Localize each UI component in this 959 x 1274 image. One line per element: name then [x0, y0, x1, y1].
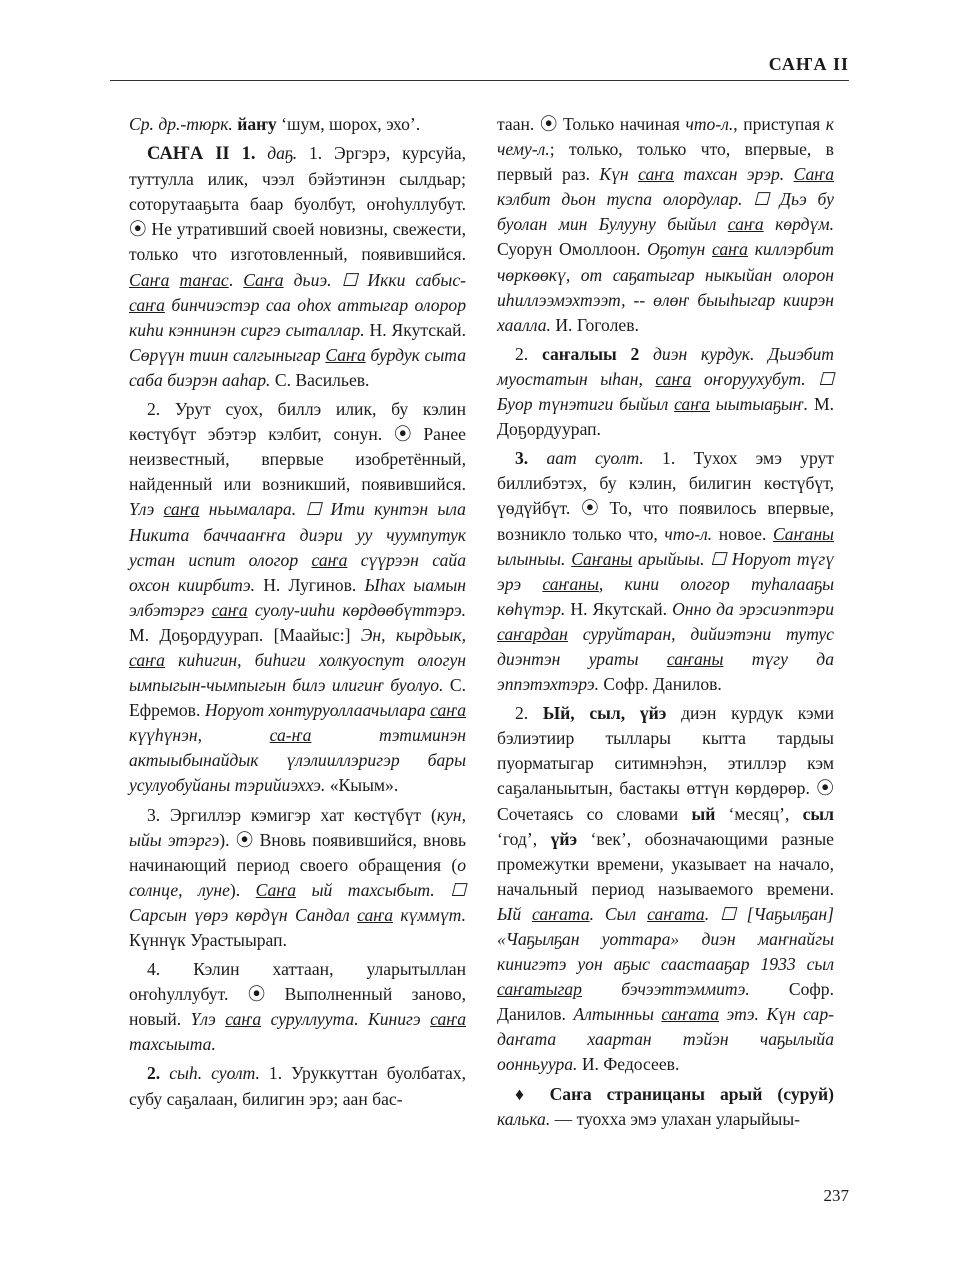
example-headword: саҥа	[674, 394, 710, 415]
example-text: сүүрээн сайа охсон киирбитэ.	[129, 549, 466, 595]
keyword: сыл	[802, 803, 834, 824]
example-headword: саҥата	[532, 903, 590, 924]
citation: Н. Якутскай.	[565, 598, 673, 619]
keyword: үйэ	[550, 828, 578, 849]
example-text: бурдук сыта саба биэрэн ааһар.	[129, 344, 466, 390]
header-rule	[110, 80, 849, 81]
example-headword: саҥатыгар	[497, 979, 582, 1000]
citation: С. Васильев.	[270, 369, 370, 390]
page-number: 237	[823, 1186, 849, 1205]
space	[256, 143, 268, 163]
example-text: бэчээттэммитэ.	[581, 979, 750, 1000]
noun-sense-2-paragraph	[497, 701, 834, 1077]
citation: Күннүк Урастыырап.	[129, 930, 287, 950]
example-headword: Саҥаны	[772, 523, 834, 544]
example-headword: саҥа	[163, 499, 200, 520]
right-column	[497, 112, 834, 1136]
citation: М. Доҕордуурап.	[497, 394, 834, 440]
idiom: ♦ Саҥа страницаны арый (суруй)	[515, 1083, 834, 1104]
example-headword: саҥа	[638, 164, 674, 185]
sense-number: 2.	[147, 1063, 161, 1084]
definition-text: — туохха эмэ улахан уларыйыы-	[550, 1108, 801, 1129]
example-text: Үлэ	[129, 499, 164, 520]
space	[528, 344, 542, 364]
usage-note: о солнце, луне	[129, 854, 466, 900]
definition-text: диэн курдук кэми бэлиэтиир тыллары кытта тардыы пуорматыгар ситимнэһэн, этиллэр кэм саҕаланыытын, бастакы өттүн көрдөрөр. ⦿ Сочетаясь со словами	[497, 703, 834, 824]
example-headword: Саҥа	[129, 269, 170, 290]
example-text: оҥоруухубут. ☐ Буор түнэтиги быйыл	[497, 368, 834, 415]
idiom-paragraph	[497, 1082, 834, 1132]
example-headword: саҥа	[357, 904, 394, 925]
example-text: диэн курдук. Дьиэбит муостатын ыһан,	[497, 343, 835, 389]
citation: Н. Якутскай.	[364, 319, 466, 340]
citation: «Кыым».	[325, 775, 399, 796]
left-column	[129, 112, 466, 1116]
example-text: . Сыл	[589, 903, 648, 924]
usage-note: что-л.	[685, 114, 734, 134]
example-headword: саҥа	[311, 549, 348, 570]
example-headword: Саҥа	[793, 164, 834, 185]
example-text: суруйтаран, дийиэтэни тутус диэнтэн ураты	[497, 623, 834, 669]
example-headword: Саҥа	[243, 269, 284, 290]
example-text: күммүт.	[393, 904, 466, 925]
sense-2-paragraph	[129, 397, 466, 799]
example-headword: саҥаны	[542, 573, 599, 594]
example-headword: саҥа	[712, 239, 748, 260]
citation: Софр. Данилов.	[497, 979, 835, 1025]
example-headword: саҥа	[727, 214, 764, 235]
example-headword: саҥа	[129, 649, 165, 670]
example-text: ыытыаҕыҥ.	[709, 394, 809, 415]
example-text: тахсыыта.	[129, 1034, 216, 1055]
sense-4-paragraph	[129, 957, 466, 1057]
sense-number: 3.	[515, 448, 529, 469]
definition-text: новое.	[712, 523, 773, 544]
example-headword: Саҥа	[325, 344, 366, 365]
example-text: күүһүнэн,	[129, 725, 270, 746]
example-text: бинчиэстэр саа оһох аттыгар олорор киһи кэннинэн сиргэ сыталлар.	[129, 294, 466, 340]
definition-text: 1. Уруккуттан буолбатах, субу саҕалаан, билигин эрэ; аан бас-	[129, 1063, 466, 1109]
example-text: Алтынньы	[573, 1004, 662, 1025]
pos-label: даҕ.	[267, 143, 298, 164]
example-text: ньымалара. ☐ Ити кунтэн ыла Никита баччааҥҥа диэри уу чуумпутук устан испит ологор	[129, 499, 466, 570]
example-headword: саҥардан	[497, 623, 568, 644]
running-header: САҤА II	[768, 54, 849, 74]
etymology-paragraph	[129, 112, 466, 137]
definition-text: ; только, только что, впервые, в первый раз.	[497, 139, 834, 185]
definition-text: , приступая	[733, 114, 826, 134]
definition-text: 2. Урут суох, биллэ илик, бу кэлин көстүбүт эбэтэр кэлбит, сонун. ⦿ Ранее неизвестный, впервые изобретённый, найденный или возникший, появившийся.	[129, 399, 466, 495]
example-text: Ый	[497, 903, 533, 924]
adverb-sense-continued	[497, 112, 834, 338]
punct: ).	[229, 879, 256, 900]
definition-text: ‘век’, обозначающими разные промежутки времени, указывает на начало, начальный период называемого времени.	[497, 828, 834, 899]
example-text: киллэрбит чөркөөкү, от саҕатыгар ныкыйан олорон иһиллээмэхтээт, -- өлөҥ быыһыгар киирэн хаалла.	[497, 239, 834, 335]
example-text: дьиэ. ☐ Икки сабыс-	[283, 269, 466, 290]
example-text: суруллуута. Кинигэ	[261, 1009, 431, 1030]
example-headword: саҥаны	[666, 648, 724, 669]
definition-text: ‘год’,	[497, 828, 551, 849]
space	[160, 1063, 169, 1083]
usage-note: кун, ыйы этэргэ	[129, 804, 466, 850]
sense-number: 2.	[515, 703, 543, 724]
citation: И. Гоголев.	[550, 314, 639, 335]
example-text: Ыһах ыамын элбэтэргэ	[129, 574, 466, 620]
example-text: Сөрүүн тиин салгыныгар	[129, 344, 326, 365]
definition-text: 3. Эргиллэр кэмигэр хат көстүбүт (	[147, 804, 437, 825]
etym-word: йаҥу	[237, 114, 277, 134]
sense-number: 2.	[515, 343, 529, 364]
definition-text: таан. ⦿ Только начиная	[497, 114, 686, 134]
punct: .	[228, 269, 244, 290]
noun-sense-paragraph	[497, 446, 834, 697]
citation: Н. Лугинов.	[255, 574, 365, 595]
definition-text: 4. Кэлин хаттаан, уларытыллан оҥоһуллубут. ⦿ Выполненный заново, новый.	[129, 959, 466, 1030]
example-text: суолу-ииһи көрдөөбүттэрэ.	[247, 599, 466, 620]
example-text: этэ. Күн сар-даҥата хаартан тэйэн чаҕылыйа оонньуура.	[497, 1004, 834, 1075]
example-text: Эн, кырдьык,	[360, 624, 466, 645]
example-text: тэтиминэн актыыбынайдык үлэлииллэригэр бары усулуобуйаны тэрийиэххэ.	[129, 725, 466, 796]
citation: М. Доҕордуурап. [Маайыс:]	[129, 624, 361, 645]
example-text: көрдүм.	[763, 214, 834, 235]
definition-text: ‘месяц’,	[715, 803, 803, 824]
citation: И. Федосеев.	[577, 1054, 680, 1075]
adverb-sense-2-paragraph	[497, 342, 834, 442]
example-word: таҥас	[179, 269, 229, 290]
example-text: киһигин, биһиги холкуоспут ологун ымпыгын-чымпыгын билэ илигиҥ буолуо.	[129, 649, 466, 696]
example-text: . ☐ [Чаҕылҕан] «Чаҕылҕан уоттара» диэн маҥнайгы кинигэтэ уон аҕыс саастааҕар 1933 сыл	[497, 903, 834, 975]
sense-1-paragraph	[129, 141, 466, 393]
example-text: Норуот хонтуруоллаачылара	[204, 700, 431, 721]
citation: С. Ефремов.	[129, 675, 466, 721]
definition-text: ). ⦿ Вновь появившийся, вновь начинающий период своего обращения (	[129, 829, 466, 875]
example-headword: са-ҥа	[269, 725, 312, 746]
citation: Суорун Омоллоон.	[497, 239, 648, 260]
example-headword: саҥа	[211, 599, 248, 620]
space	[528, 448, 546, 468]
example-headword: Саҥа	[255, 879, 297, 900]
example-text: кэлбит дьон туспа олордулар. ☐ Дьэ бу буолан мин Булууну быйыл	[497, 189, 834, 235]
definition-text: 1. Эргэрэ, курсуйа, туттулла илик, чээл бэйэтинэн сылдьар; соторутааҕыта баар буолбут, оҥоһуллубут. ⦿ Не утративший своей новизны, свежести, только что изготовленный, появившийся.	[129, 143, 466, 265]
example-headword: саҥа	[655, 368, 692, 389]
headword: САҤА II 1.	[147, 144, 256, 165]
example-text: Оҕотун	[647, 239, 713, 260]
example-headword: саҥата	[661, 1004, 720, 1025]
example-headword: саҥа	[225, 1009, 262, 1030]
example-text: Онно да эрэсиэптэри	[672, 598, 834, 619]
usage-note: что-л.	[664, 523, 713, 544]
definition-text: 1. Тухох эмэ урут биллибэтэх, бу кэлин, билигин көстүбүт, үөдүйбүт. ⦿ То, что появилось впервые, возникло только что,	[497, 448, 834, 544]
sense-3-paragraph	[129, 803, 466, 954]
example-headword: Саҥаны	[571, 548, 633, 569]
example-text: ый тахсыбыт. ☐ Сарсын үөрэ көрдүн Сандал	[129, 879, 466, 925]
keywords: Ый, сыл, үйэ	[542, 703, 667, 724]
etym-gloss: ‘шум, шорох, эхо’.	[276, 114, 421, 134]
calque-label: калька.	[497, 1108, 551, 1129]
usage-note: к чему-л.	[497, 114, 835, 160]
example-text: түгу да эппэтэхтэрэ.	[497, 648, 834, 695]
example-headword: саҥата	[647, 903, 705, 924]
space	[169, 270, 179, 290]
example-text: ылыныы.	[497, 548, 572, 569]
etym-label: Ср. др.-тюрк.	[129, 114, 233, 134]
pos-label: сыһ. суолт.	[169, 1063, 260, 1084]
example-text: , кини ологор туһалааҕы көһүтэр.	[497, 573, 834, 619]
example-headword: саҥа	[430, 1009, 466, 1030]
example-text: Үлэ	[190, 1009, 226, 1030]
cross-reference: саҥалыы 2	[541, 343, 640, 364]
adverb-sense-paragraph	[129, 1061, 466, 1111]
example-headword: саҥа	[129, 294, 165, 315]
pos-label: аат суолт.	[546, 448, 644, 469]
example-text: Күн	[599, 164, 639, 185]
example-headword: саҥа	[430, 700, 466, 721]
keyword: ый	[691, 803, 716, 824]
example-text: тахсан эрэр.	[674, 164, 794, 185]
citation: Софр. Данилов.	[598, 674, 722, 695]
example-text: арыйыы. ☐ Норуот түгү эрэ	[497, 548, 834, 594]
